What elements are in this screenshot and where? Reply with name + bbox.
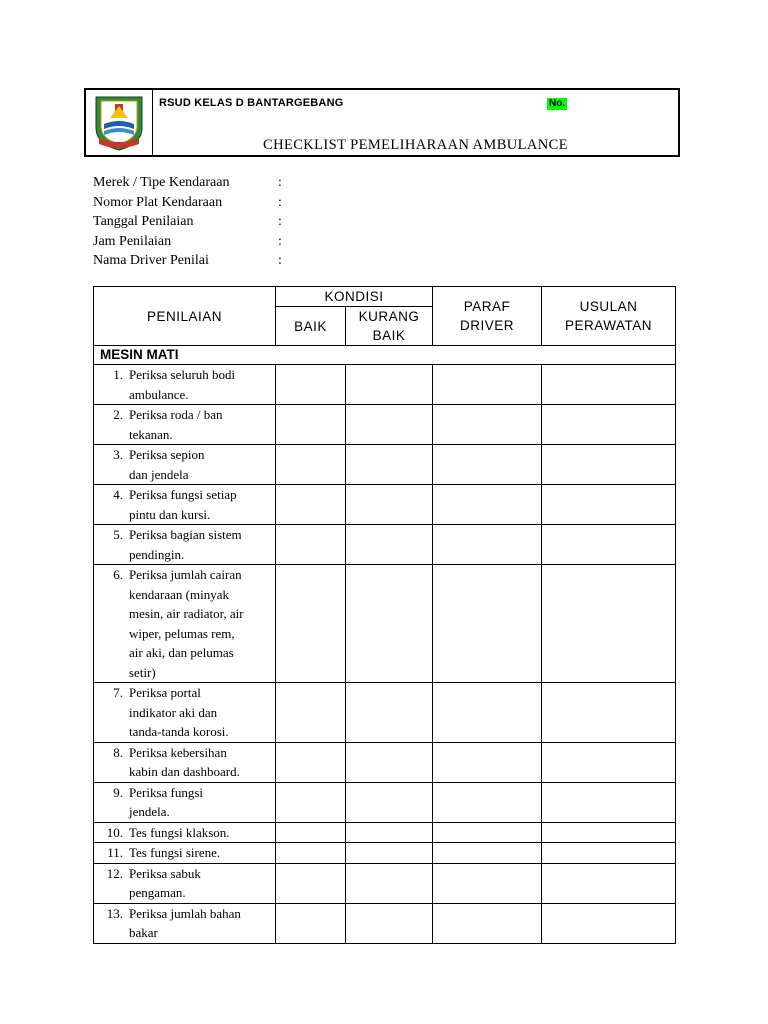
checklist-item-row bbox=[94, 903, 676, 943]
baik-checkbox-cell[interactable] bbox=[276, 565, 346, 683]
header-kurang-line1: KURANG bbox=[358, 309, 420, 324]
item-text-line: pengaman. bbox=[129, 885, 186, 900]
header-baik: BAIK bbox=[276, 307, 346, 346]
baik-checkbox-cell[interactable] bbox=[276, 742, 346, 782]
kurang-baik-checkbox-cell[interactable] bbox=[346, 903, 433, 943]
info-label: Jam Penilaian bbox=[93, 233, 172, 249]
kurang-baik-checkbox-cell[interactable] bbox=[346, 525, 433, 565]
checklist-item bbox=[94, 823, 275, 843]
document-number-label: No. bbox=[549, 98, 566, 109]
logo-cell bbox=[86, 90, 153, 155]
checklist-item-row bbox=[94, 445, 676, 485]
kurang-baik-checkbox-cell[interactable] bbox=[346, 843, 433, 864]
item-text-line: Tes fungsi klakson. bbox=[129, 824, 230, 840]
item-text bbox=[129, 565, 275, 682]
baik-checkbox-cell[interactable] bbox=[276, 525, 346, 565]
item-text-line: wiper, pelumas rem, bbox=[129, 625, 235, 641]
item-text-line: Periksa portal bbox=[129, 685, 201, 700]
item-text bbox=[129, 405, 275, 444]
item-number: 13. bbox=[106, 905, 123, 921]
maintenance-checklist-table bbox=[93, 286, 676, 944]
item-text bbox=[129, 485, 275, 524]
item-text-line: Periksa jumlah bahan bbox=[129, 905, 241, 921]
item-number: 4. bbox=[113, 487, 123, 502]
header-usulan-line2: PERAWATAN bbox=[564, 318, 652, 333]
item-number: 12. bbox=[106, 865, 123, 881]
kurang-baik-checkbox-cell[interactable] bbox=[346, 445, 433, 485]
usulan-perawatan-cell[interactable] bbox=[542, 863, 676, 903]
item-text bbox=[129, 904, 275, 943]
item-number: 11. bbox=[107, 845, 123, 860]
item-text-line: Periksa sepion bbox=[129, 447, 205, 462]
baik-checkbox-cell[interactable] bbox=[276, 365, 346, 405]
checklist-item-row bbox=[94, 843, 676, 864]
section-row bbox=[94, 346, 676, 365]
usulan-perawatan-cell[interactable] bbox=[542, 782, 676, 822]
baik-checkbox-cell[interactable] bbox=[276, 822, 346, 843]
item-number: 2. bbox=[113, 407, 123, 422]
kurang-baik-checkbox-cell[interactable] bbox=[346, 485, 433, 525]
baik-checkbox-cell[interactable] bbox=[276, 843, 346, 864]
checklist-item-row bbox=[94, 683, 676, 743]
item-text bbox=[129, 365, 275, 404]
item-text-line: indikator aki dan bbox=[129, 704, 218, 720]
usulan-perawatan-cell[interactable] bbox=[542, 485, 676, 525]
checklist-item-cell bbox=[94, 843, 276, 864]
org-name: RSUD KELAS D BANTARGEBANG bbox=[159, 97, 344, 109]
checklist-item-row bbox=[94, 565, 676, 683]
item-text-line: jendela. bbox=[129, 804, 170, 819]
kurang-baik-checkbox-cell[interactable] bbox=[346, 683, 433, 743]
baik-checkbox-cell[interactable] bbox=[276, 683, 346, 743]
item-text bbox=[129, 843, 275, 863]
checklist-item bbox=[94, 864, 275, 903]
checklist-item bbox=[94, 843, 275, 863]
checklist-item bbox=[94, 904, 275, 943]
item-number: 10. bbox=[106, 824, 123, 840]
header-kurang-line2: BAIK bbox=[372, 328, 406, 343]
header-paraf-line1: PARAF bbox=[463, 299, 511, 314]
paraf-driver-cell[interactable] bbox=[433, 822, 542, 843]
info-separator: : bbox=[278, 175, 282, 190]
item-text-line: Periksa roda / ban bbox=[129, 407, 223, 422]
paraf-driver-cell[interactable] bbox=[433, 485, 542, 525]
item-text bbox=[129, 783, 275, 822]
info-label: Merek / Tipe Kendaraan bbox=[93, 175, 230, 190]
checklist-item-row bbox=[94, 822, 676, 843]
item-text bbox=[129, 823, 275, 843]
kurang-baik-checkbox-cell[interactable] bbox=[346, 565, 433, 683]
paraf-driver-cell[interactable] bbox=[433, 903, 542, 943]
baik-checkbox-cell[interactable] bbox=[276, 405, 346, 445]
regional-emblem-logo bbox=[92, 94, 146, 152]
checklist-item-row bbox=[94, 742, 676, 782]
item-text-line: kabin dan dashboard. bbox=[129, 764, 240, 779]
checklist-item-cell bbox=[94, 525, 276, 565]
usulan-perawatan-cell[interactable] bbox=[542, 445, 676, 485]
item-number: 3. bbox=[113, 447, 123, 462]
checklist-item bbox=[94, 743, 275, 782]
header-penilaian: PENILAIAN bbox=[94, 287, 276, 346]
usulan-perawatan-cell[interactable] bbox=[542, 903, 676, 943]
baik-checkbox-cell[interactable] bbox=[276, 863, 346, 903]
item-text-line: Tes fungsi sirene. bbox=[129, 845, 221, 860]
kurang-baik-checkbox-cell[interactable] bbox=[346, 782, 433, 822]
info-separator: : bbox=[278, 233, 282, 249]
item-text-line: pintu dan kursi. bbox=[129, 506, 211, 522]
item-number: 8. bbox=[113, 744, 123, 760]
item-text-line: ambulance. bbox=[129, 386, 189, 402]
kurang-baik-checkbox-cell[interactable] bbox=[346, 365, 433, 405]
item-number: 9. bbox=[113, 784, 123, 800]
document-title: CHECKLIST PEMELIHARAAN AMBULANCE bbox=[263, 137, 568, 153]
item-number: 6. bbox=[113, 567, 123, 582]
checklist-item bbox=[94, 683, 275, 742]
baik-checkbox-cell[interactable] bbox=[276, 903, 346, 943]
document-header bbox=[84, 88, 680, 157]
item-text-line: dan jendela bbox=[129, 466, 189, 482]
header-usulan-line1: USULAN bbox=[579, 299, 638, 314]
usulan-perawatan-cell[interactable] bbox=[542, 365, 676, 405]
kurang-baik-checkbox-cell[interactable] bbox=[346, 822, 433, 843]
checklist-item bbox=[94, 405, 275, 444]
item-number: 7. bbox=[113, 685, 123, 700]
paraf-driver-cell[interactable] bbox=[433, 742, 542, 782]
checklist-item-cell bbox=[94, 782, 276, 822]
item-text-line: pendingin. bbox=[129, 546, 185, 562]
checklist-item-cell bbox=[94, 565, 276, 683]
paraf-driver-cell[interactable] bbox=[433, 843, 542, 864]
usulan-perawatan-cell[interactable] bbox=[542, 525, 676, 565]
item-text bbox=[129, 445, 275, 484]
checklist-item bbox=[94, 445, 275, 484]
info-separator: : bbox=[278, 253, 282, 269]
info-label: Nomor Plat Kendaraan bbox=[93, 194, 223, 210]
checklist-item bbox=[94, 565, 275, 682]
checklist-item-cell bbox=[94, 445, 276, 485]
header-kurang-baik bbox=[346, 307, 433, 346]
item-number: 5. bbox=[113, 527, 123, 542]
info-label: Nama Driver Penilai bbox=[93, 253, 209, 269]
checklist-item-cell bbox=[94, 863, 276, 903]
checklist-item bbox=[94, 783, 275, 822]
item-text-line: Periksa jumlah cairan bbox=[129, 567, 242, 582]
checklist-body bbox=[94, 346, 676, 944]
item-text-line: setir) bbox=[129, 664, 156, 680]
paraf-driver-cell[interactable] bbox=[433, 782, 542, 822]
header-content bbox=[153, 90, 678, 155]
section-title: MESIN MATI bbox=[94, 346, 676, 365]
paraf-driver-cell[interactable] bbox=[433, 683, 542, 743]
kurang-baik-checkbox-cell[interactable] bbox=[346, 863, 433, 903]
checklist-item bbox=[94, 365, 275, 404]
info-separator: : bbox=[278, 214, 282, 230]
checklist-item-row bbox=[94, 525, 676, 565]
item-text-line: Periksa seluruh bodi bbox=[129, 367, 236, 382]
header-paraf-driver bbox=[433, 287, 542, 346]
checklist-item bbox=[94, 525, 275, 564]
item-text-line: kendaraan (minyak bbox=[129, 586, 229, 602]
checklist-item-row bbox=[94, 485, 676, 525]
item-text-line: Periksa fungsi setiap bbox=[129, 487, 237, 502]
item-text-line: tekanan. bbox=[129, 426, 173, 442]
paraf-driver-cell[interactable] bbox=[433, 863, 542, 903]
item-text-line: Periksa kebersihan bbox=[129, 744, 227, 760]
item-number: 1. bbox=[113, 367, 123, 382]
baik-checkbox-cell[interactable] bbox=[276, 445, 346, 485]
checklist-item-cell bbox=[94, 365, 276, 405]
item-text-line: mesin, air radiator, air bbox=[129, 606, 244, 621]
baik-checkbox-cell[interactable] bbox=[276, 782, 346, 822]
info-label: Tanggal Penilaian bbox=[93, 214, 194, 230]
item-text-line: bakar bbox=[129, 925, 158, 940]
info-separator: : bbox=[278, 194, 282, 210]
paraf-driver-cell[interactable] bbox=[433, 445, 542, 485]
header-kondisi: KONDISI bbox=[276, 287, 433, 307]
checklist-item-cell bbox=[94, 742, 276, 782]
item-text-line: air aki, dan pelumas bbox=[129, 645, 234, 660]
checklist-item-row bbox=[94, 863, 676, 903]
item-text bbox=[129, 743, 275, 782]
item-text bbox=[129, 525, 275, 564]
usulan-perawatan-cell[interactable] bbox=[542, 405, 676, 445]
checklist-item-cell bbox=[94, 683, 276, 743]
item-text-line: Periksa sabuk bbox=[129, 865, 201, 881]
usulan-perawatan-cell[interactable] bbox=[542, 822, 676, 843]
kurang-baik-checkbox-cell[interactable] bbox=[346, 405, 433, 445]
usulan-perawatan-cell[interactable] bbox=[542, 742, 676, 782]
usulan-perawatan-cell[interactable] bbox=[542, 843, 676, 864]
checklist-item-row bbox=[94, 782, 676, 822]
baik-checkbox-cell[interactable] bbox=[276, 485, 346, 525]
paraf-driver-cell[interactable] bbox=[433, 365, 542, 405]
checklist-item bbox=[94, 485, 275, 524]
header-usulan-perawatan bbox=[542, 287, 676, 346]
item-text-line: tanda-tanda korosi. bbox=[129, 724, 229, 739]
checklist-item-row bbox=[94, 365, 676, 405]
item-text bbox=[129, 864, 275, 903]
item-text bbox=[129, 683, 275, 742]
checklist-item-cell bbox=[94, 405, 276, 445]
paraf-driver-cell[interactable] bbox=[433, 565, 542, 683]
checklist-item-cell bbox=[94, 903, 276, 943]
paraf-driver-cell[interactable] bbox=[433, 405, 542, 445]
item-text-line: Periksa bagian sistem bbox=[129, 527, 242, 542]
usulan-perawatan-cell[interactable] bbox=[542, 565, 676, 683]
usulan-perawatan-cell[interactable] bbox=[542, 683, 676, 743]
header-paraf-line2: DRIVER bbox=[459, 318, 514, 333]
checklist-item-row bbox=[94, 405, 676, 445]
item-text-line: Periksa fungsi bbox=[129, 784, 204, 800]
paraf-driver-cell[interactable] bbox=[433, 525, 542, 565]
checklist-item-cell bbox=[94, 822, 276, 843]
kurang-baik-checkbox-cell[interactable] bbox=[346, 742, 433, 782]
checklist-item-cell bbox=[94, 485, 276, 525]
